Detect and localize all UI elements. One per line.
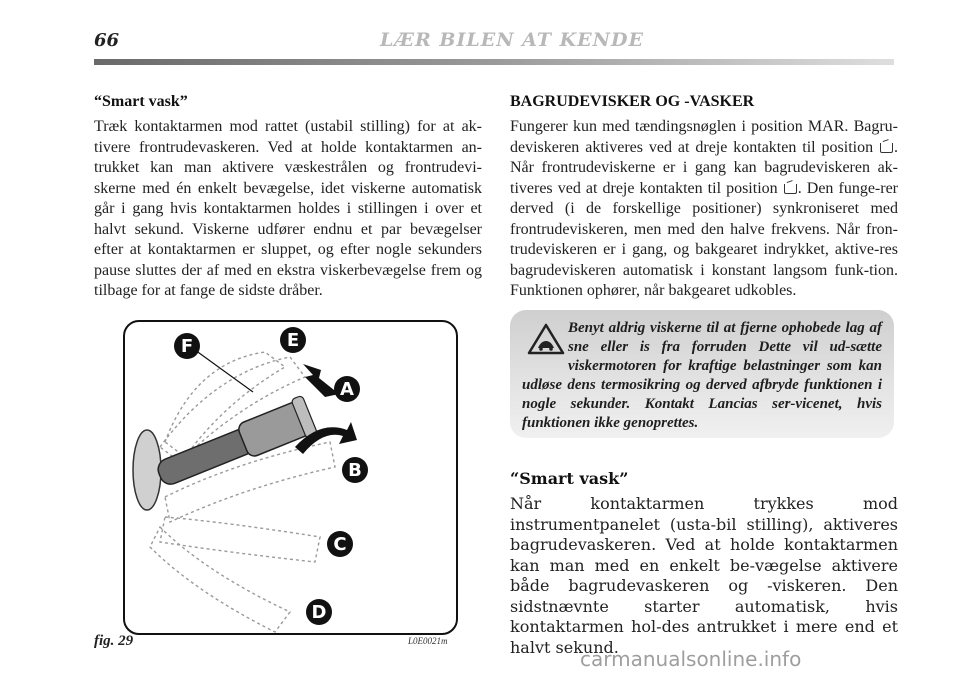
figure-code: L0E0021m	[408, 636, 448, 646]
label-a: A	[340, 379, 354, 400]
warning-box	[510, 310, 894, 438]
smart-wash-heading: “Smart vask”	[94, 93, 188, 110]
label-c: C	[333, 534, 347, 555]
push-arrow-e	[303, 364, 339, 397]
wiper-stalk	[152, 395, 318, 495]
figure-caption: fig. 29	[94, 633, 134, 649]
wiper-stalk-illustration	[125, 322, 456, 633]
rear-wiper-icon	[880, 143, 893, 153]
ghost-position-d	[150, 527, 290, 632]
rear-wiper-text-1: Fungerer kun med tændingsnøglen i position MAR. Bagru-deviskeren aktiveres ved at dreje kontakten til position	[510, 118, 898, 156]
label-e: E	[286, 330, 300, 351]
warning-text: Benyt aldrig viskerne til at fjerne ophobede lag af sne eller is fra forruden Dette vil ud-sætte viskermotoren for kraftige belastninger som kan udløse dens termosikring og derved afbryde funktionen i nogle sekunder. Kontakt Lancias ser-vicenet, hvis funktionen ikke genoprettes.	[522, 320, 882, 431]
rear-wiper-heading: BAGRUDEVISKER OG -VASKER	[510, 93, 755, 110]
rear-wiper-icon	[784, 184, 797, 194]
label-d: D	[311, 602, 327, 623]
page-header-title: LÆR BILEN AT KENDE	[380, 29, 644, 51]
right-column	[510, 93, 898, 302]
label-b: B	[348, 460, 362, 481]
rear-wiper-text-3: . Den funge-rer derved (i de forskellige positioner) synkroniseret med frontrudeviskeren, men med den halve frekvens. Når fron-trudeviskeren er i gang, og bakgearet indrykket, aktive-res bagrudeviskeren automatisk i konstant langsom funk-tion. Funktionen ophører, når bakgearet udkobles.	[510, 179, 898, 299]
rear-smart-wash-paragraph: Når kontaktarmen trykkes mod instrumentpanelet (usta-bil stilling), aktiveres bagrudevaskeren. Ved at holde kontaktarmen kan man med en enkelt be-vægelse aktivere både bagrudevaskeren og -viskeren. Den sidstnævnte starter automatisk, hvis kontaktarmen hol-des antrukket i mere end et halvt sekund.	[510, 494, 898, 657]
figure-labels	[174, 327, 368, 625]
figure-29	[123, 320, 458, 635]
smart-wash-paragraph: Træk kontaktarmen mod rattet (ustabil stilling) for at ak-tivere frontrudevaskeren. Ved at holde kontaktarmen an-trukket kan man aktivere væskestrålen og frontrudevi-skerne med én enkelt bevægelse, idet viskerne automatisk går i gang hvis kontaktarmen holdes i stillingen i over et halvt sekund. Viskerne udfører endnu et par bevægelser efter at kontaktarmen er sluppet, og efter nogle sekunders pause sluttes der af med en ekstra viskerbevægelse frem og tilbage for at fange de sidste dråber.	[94, 118, 482, 299]
left-column	[94, 93, 482, 302]
warning-text-block	[522, 319, 882, 433]
page-number: 66	[94, 30, 120, 51]
watermark: carmanualsonline.info	[580, 647, 802, 671]
rear-smart-wash-heading: “Smart vask”	[510, 469, 629, 488]
rear-wiper-text-2: . Når frontrudeviskerne er i gang kan bagrudeviskeren ak-tiveres ved at dreje kontakten til position	[510, 138, 899, 197]
steering-hub	[133, 430, 161, 510]
ghost-position-c	[160, 517, 320, 562]
rear-smart-wash	[510, 469, 898, 658]
label-f: F	[180, 336, 194, 357]
rear-wiper-paragraph	[510, 117, 898, 302]
header-rule	[94, 59, 894, 65]
